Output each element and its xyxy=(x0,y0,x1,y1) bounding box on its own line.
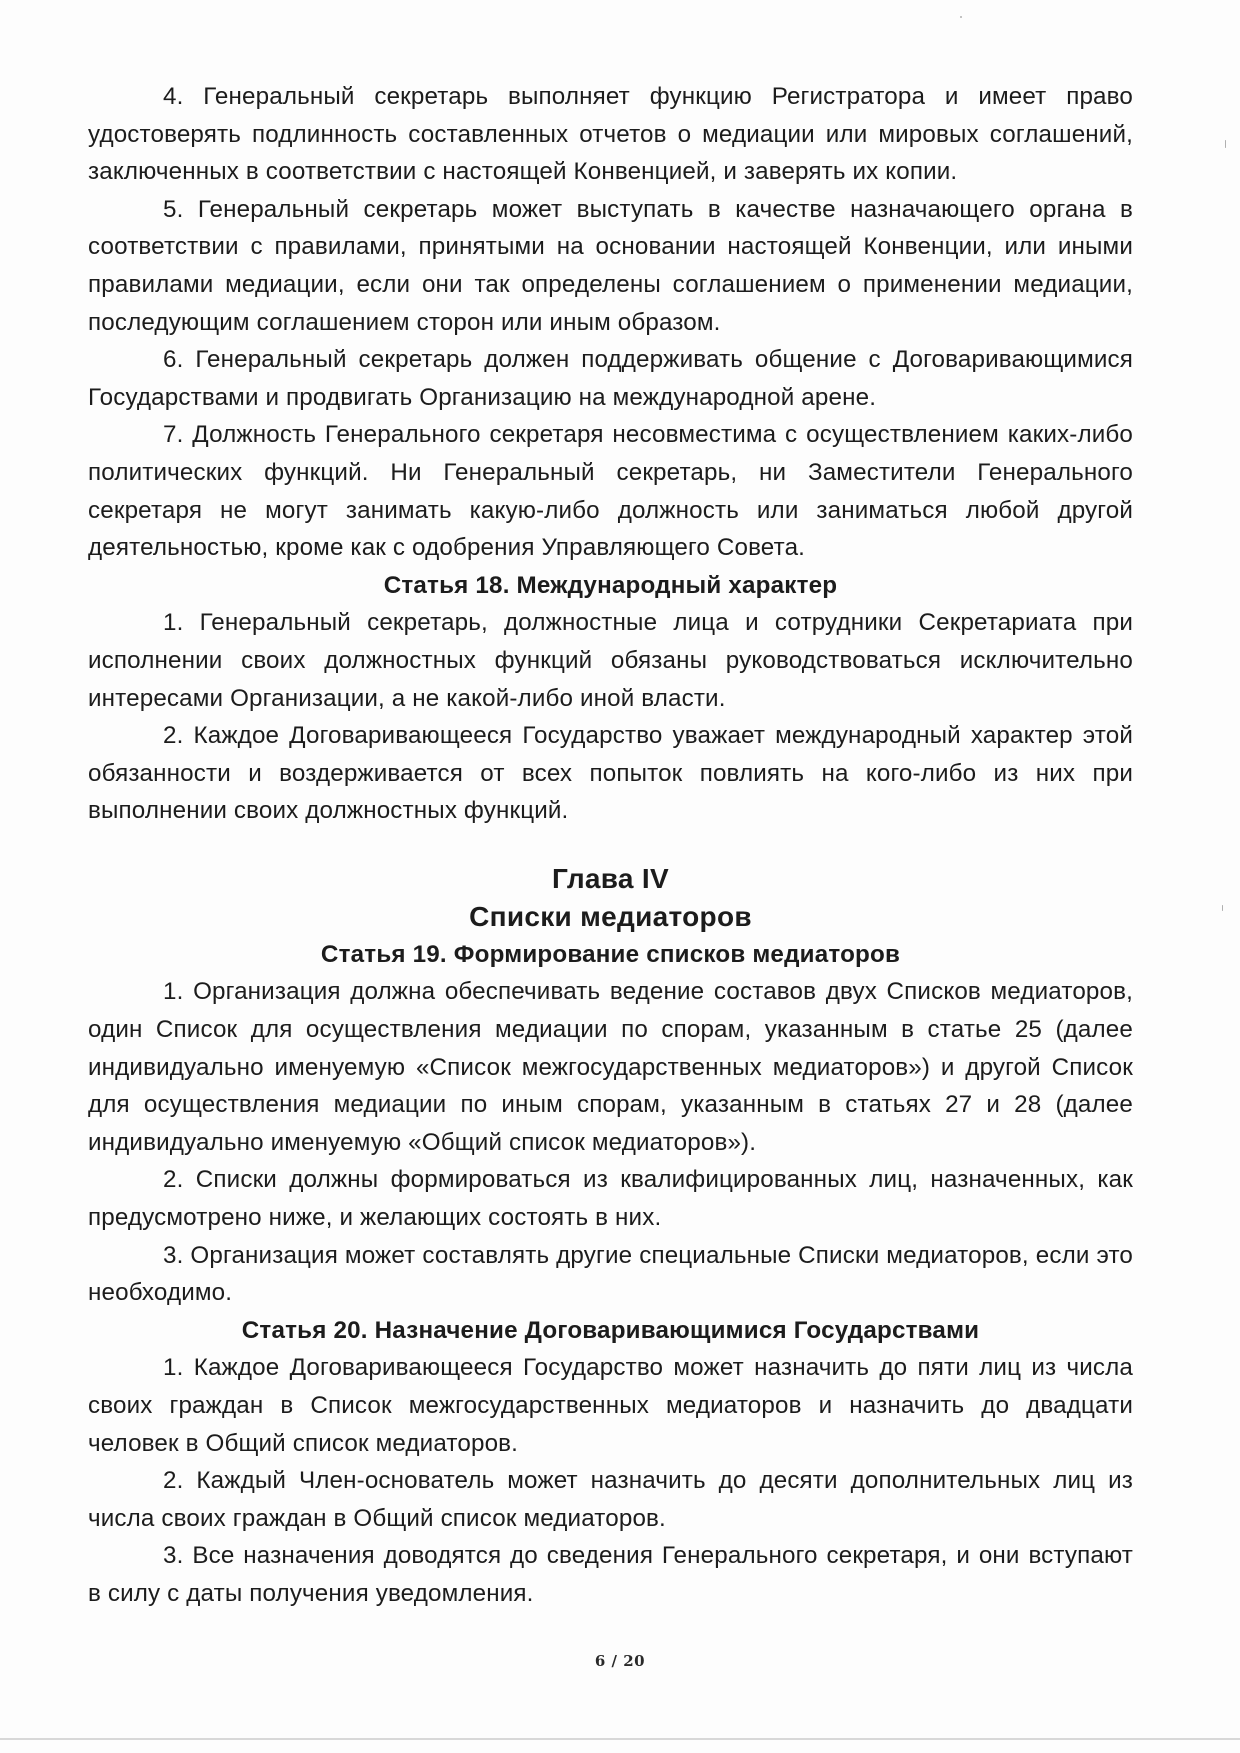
document-body xyxy=(88,78,1133,1613)
paragraph: 1. Генеральный секретарь, должностные лица и сотрудники Секретариата при исполнении своих должностных функций обязаны руководствоваться исключительно интересами Организации, а не какой-либо иной власти. xyxy=(88,609,1133,712)
article-heading: Статья 19. Формирование списков медиаторов xyxy=(320,940,901,968)
page-number: 6 / 20 xyxy=(594,1652,646,1670)
paragraph: 6. Генеральный секретарь должен поддерживать общение с Договаривающимися Государствами и продвигать Организацию на международной арене. xyxy=(88,346,1133,411)
chapter-subheading: Списки медиаторов xyxy=(469,900,752,932)
paragraph: 1. Каждое Договаривающееся Государство может назначить до пяти лиц из числа своих граждан в Список межгосударственных медиаторов и назначить до двадцати человек в Общий список медиаторов. xyxy=(88,1354,1133,1457)
paragraph: 3. Все назначения доводятся до сведения Генерального секретаря, и они вступают в силу с даты получения уведомления. xyxy=(88,1542,1133,1607)
paragraph: 3. Организация может составлять другие специальные Списки медиаторов, если это необходимо. xyxy=(88,1241,1133,1307)
chapter-heading-block xyxy=(88,860,1133,936)
article-heading: Статья 20. Назначение Договаривающимися Государствами xyxy=(241,1316,980,1344)
paragraph: 5. Генеральный секретарь может выступать в качестве назначающего органа в соответствии с правилами, принятыми на основании настоящей Конвенции, или иными правилами медиации, если они так определены соглашением о применении медиации, последующим соглашением сторон или иным образом. xyxy=(88,195,1133,336)
scan-speck xyxy=(1222,905,1223,911)
paragraph: 7. Должность Генерального секретаря несовместима с осуществлением каких-либо политических функций. Ни Генеральный секретарь, ни Заместители Генерального секретаря не могут занимать какую-либо должность или заниматься любой другой деятельностью, кроме как с одобрения Управляющего Совета. xyxy=(88,421,1133,562)
paragraph: 2. Каждое Договаривающееся Государство уважает международный характер этой обязанности и воздерживается от всех попыток повлиять на кого-либо из них при выполнении своих должностных функций. xyxy=(88,722,1133,825)
paragraph: 1. Организация должна обеспечивать ведение составов двух Списков медиаторов, один Список для осуществления медиации по спорам, указанным в статье 25 (далее индивидуально именуемую «Список межгосударственных медиаторов») и другой Список для осуществления медиации по иным спорам, указанным в статьях 27 и 28 (далее индивидуально именуемую «Общий список медиаторов»). xyxy=(88,978,1133,1156)
scan-speck xyxy=(960,16,962,18)
article-heading: Статья 18. Международный характер xyxy=(383,571,838,599)
paragraph: 2. Списки должны формироваться из квалифицированных лиц, назначенных, как предусмотрено ниже, и желающих состоять в них. xyxy=(88,1166,1133,1232)
paragraph: 2. Каждый Член-основатель может назначить до десяти дополнительных лиц из числа своих граждан в Общий список медиаторов. xyxy=(88,1467,1133,1532)
scan-edge-line xyxy=(0,1738,1240,1740)
chapter-heading: Глава IV xyxy=(552,862,669,894)
paragraph: 4. Генеральный секретарь выполняет функцию Регистратора и имеет право удостоверять подлинность составленных отчетов о медиации или мировых соглашений, заключенных в соответствии с настоящей Конвенцией, и заверять их копии. xyxy=(88,83,1133,186)
scan-speck xyxy=(1225,140,1226,148)
